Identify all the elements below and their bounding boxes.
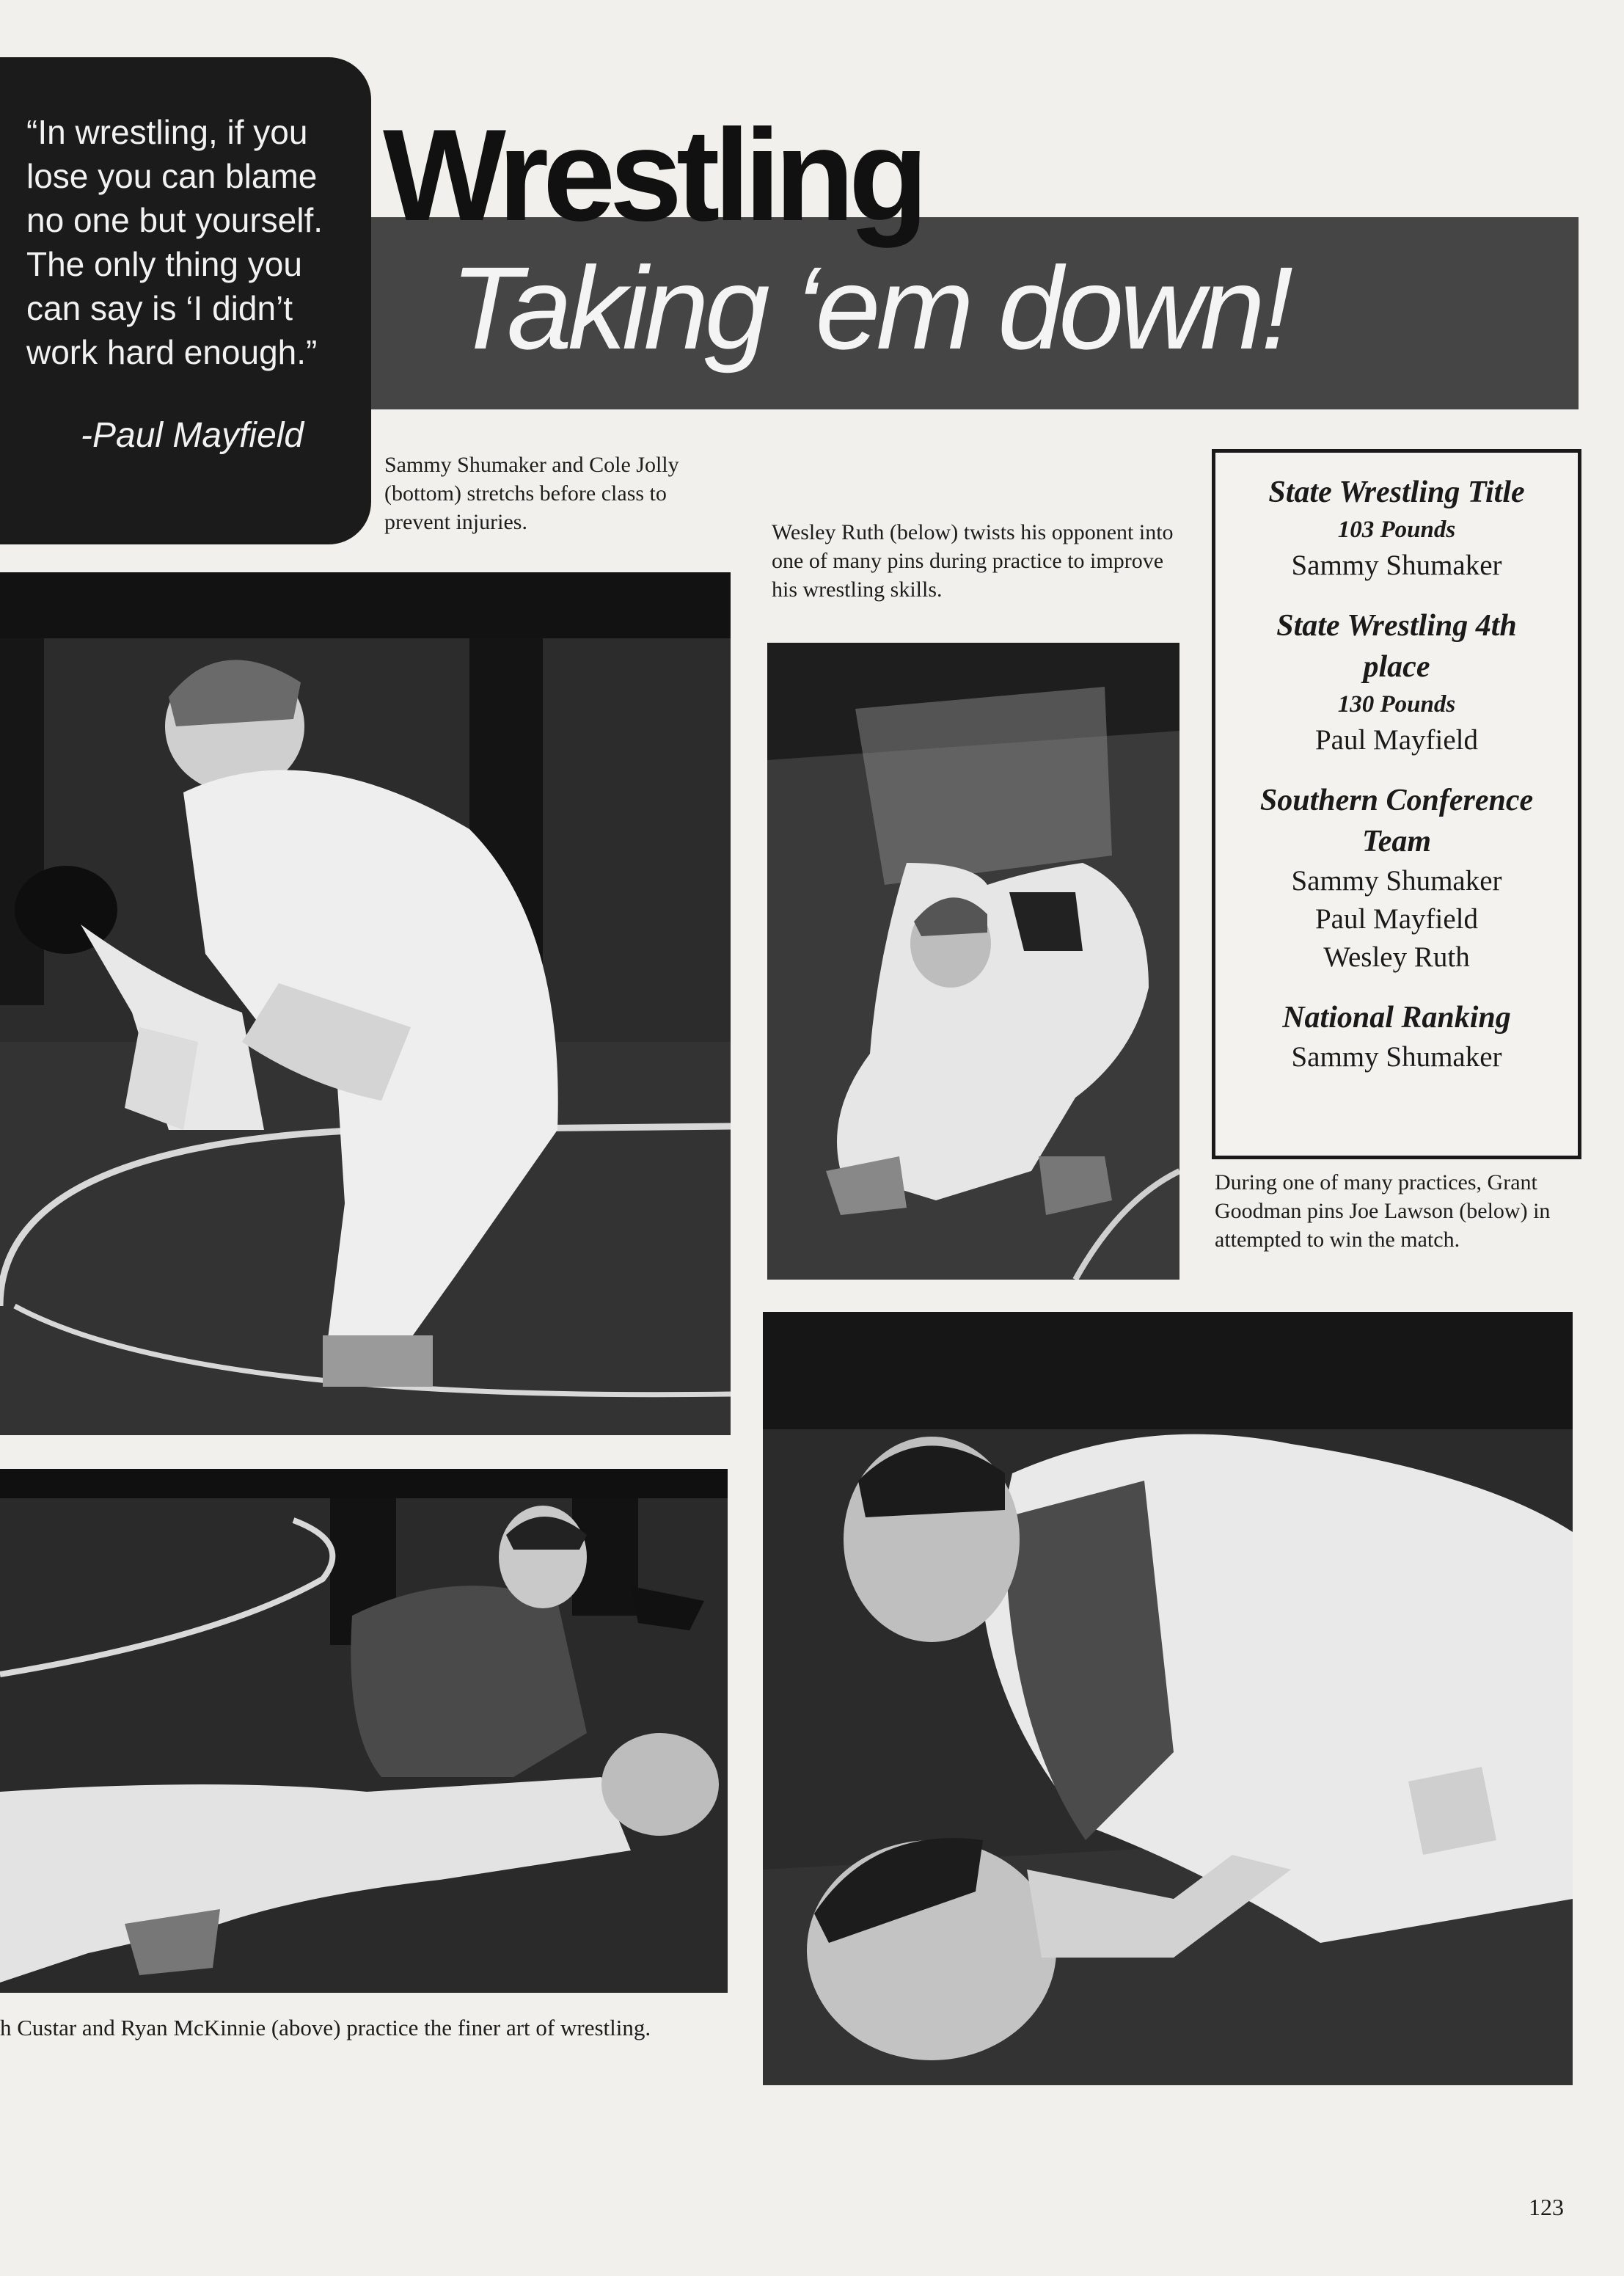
photo-custar-mckinnie — [0, 1469, 728, 1993]
caption-stretch: Sammy Shumaker and Cole Jolly (bottom) stretchs before class to prevent injuries. — [384, 453, 679, 534]
award-name: Sammy Shumaker — [1291, 550, 1502, 581]
award-heading: State Wrestling Title — [1268, 475, 1525, 509]
page-title: Wrestling — [383, 102, 923, 248]
quote-text: “In wrestling, if you lose you can blame no one but yourself. The only thing you can say is ‘I didn’t work hard enough.” — [26, 113, 323, 371]
page-subtitle: Taking ‘em down! — [450, 242, 1290, 373]
page-number: 123 — [1529, 2194, 1564, 2220]
award-group-national-ranking — [1215, 997, 1578, 1076]
caption-wesley: Wesley Ruth (below) twists his opponent into one of many pins during practice to improve his wrestling skills. — [772, 520, 1174, 602]
award-group-southern-conference — [1215, 780, 1578, 977]
caption-grant: During one of many practices, Grant Goodman pins Joe Lawson (below) in attempted to win the match. — [1215, 1170, 1551, 1252]
award-name: Sammy Shumaker — [1291, 865, 1502, 897]
award-name: Wesley Ruth — [1323, 941, 1470, 973]
award-name: Paul Mayfield — [1314, 903, 1479, 935]
photo-grant-goodman — [763, 1312, 1573, 2085]
award-detail: 103 Pounds — [1337, 517, 1456, 543]
award-name: Sammy Shumaker — [1291, 1041, 1502, 1073]
award-detail: 130 Pounds — [1337, 691, 1456, 718]
award-heading: Southern Conference Team — [1259, 784, 1534, 858]
quote-author: -Paul Mayfield — [81, 416, 304, 455]
caption-custar: h Custar and Ryan McKinnie (above) practice the finer art of wrestling. — [0, 2015, 651, 2040]
photo-stretching — [0, 572, 731, 1435]
quote-box — [0, 57, 371, 544]
award-group-state-title — [1215, 472, 1578, 585]
award-name: Paul Mayfield — [1314, 724, 1479, 756]
award-group-state-4th — [1215, 605, 1578, 759]
award-heading: National Ranking — [1282, 1001, 1511, 1035]
award-heading: State Wrestling 4th place — [1276, 609, 1517, 684]
photo-wesley-ruth — [767, 643, 1179, 1280]
awards-box — [1212, 449, 1581, 1159]
